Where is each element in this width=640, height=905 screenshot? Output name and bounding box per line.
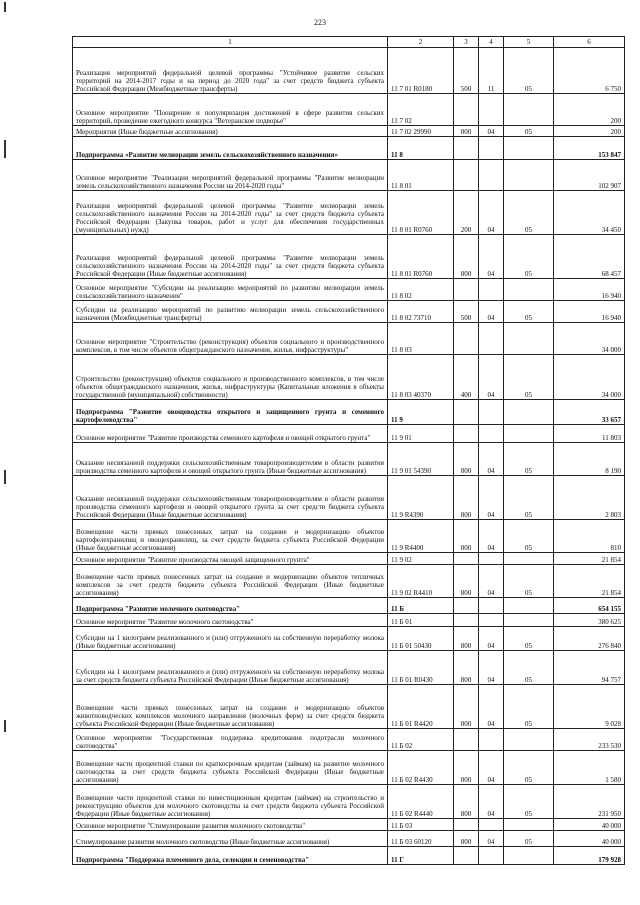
row-name: Основное мероприятие "Развитие производства семенного картофеля и овощей открытого грунта" <box>73 425 388 443</box>
row-code: 11 7 02 29990 <box>388 126 454 137</box>
row-name: Подпрограмма "Развитие молочного скотоводства" <box>73 598 388 614</box>
row-name: Основное мероприятие "Субсидии на реализацию мероприятий по развитию мелиорации земель сельскохозяйственного назначения" <box>73 279 388 301</box>
row-section: 04 <box>479 301 504 323</box>
row-amount: 40 000 <box>554 831 625 847</box>
row-amount: 21 854 <box>554 553 625 565</box>
row-rz-code: 800 <box>454 126 479 137</box>
row-name: Возмещение части прямых понесенных затрат на создание и модернизацию объектов картофелехранилищ и овощехранилищ, за счет средств бюджета субъекта Российской Федерации (Иные бюджетные ассигнования) <box>73 520 388 553</box>
binder-mark <box>4 0 6 905</box>
row-name: Возмещение части прямых понесенных затрат на создание и модернизацию объектов животноводческих комплексов молочного направления (молочных ферм) за счет средств бюджета субъекта Российской Федерации (Иные бюджетные ассигнования) <box>73 685 388 729</box>
row-amount: 21 854 <box>554 565 625 598</box>
row-subsection: 05 <box>504 355 554 400</box>
row-amount: 380 625 <box>554 614 625 627</box>
row-rz-code <box>454 598 479 614</box>
table-row <box>73 126 625 137</box>
row-name: Стимулирование развития молочного скотоводства (Иные бюджетные ассигнования) <box>73 831 388 847</box>
row-section <box>479 553 504 565</box>
row-subsection <box>504 729 554 751</box>
row-section <box>479 425 504 443</box>
row-section <box>479 847 504 865</box>
row-section <box>479 137 504 160</box>
row-section: 04 <box>479 191 504 235</box>
row-subsection: 05 <box>504 126 554 137</box>
row-rz-code: 500 <box>454 301 479 323</box>
table-row <box>73 520 625 553</box>
page-number: 223 <box>314 18 326 27</box>
row-section: 04 <box>479 235 504 279</box>
row-code: 11 9 02 R4410 <box>388 565 454 598</box>
row-amount: 810 <box>554 520 625 553</box>
row-subsection <box>504 553 554 565</box>
row-amount: 6 750 <box>554 48 625 94</box>
row-section <box>479 614 504 627</box>
row-subsection <box>504 819 554 831</box>
row-name: Основное мероприятие "Стимулирование развития молочного скотоводства" <box>73 819 388 831</box>
row-subsection <box>504 847 554 865</box>
row-amount: 200 <box>554 94 625 126</box>
row-subsection: 05 <box>504 831 554 847</box>
row-rz-code <box>454 400 479 425</box>
table-row <box>73 279 625 301</box>
row-subsection: 05 <box>504 627 554 651</box>
row-subsection: 05 <box>504 651 554 685</box>
row-rz-code: 800 <box>454 831 479 847</box>
row-amount: 94 757 <box>554 651 625 685</box>
table-row <box>73 553 625 565</box>
table-row <box>73 94 625 126</box>
row-code: 11 Б 02 <box>388 729 454 751</box>
table-row <box>73 729 625 751</box>
header-col-1: 1 <box>73 37 388 48</box>
row-code: 11 Б 01 R4420 <box>388 685 454 729</box>
row-subsection <box>504 425 554 443</box>
row-section: 04 <box>479 751 504 785</box>
row-code: 11 Б 01 50430 <box>388 627 454 651</box>
row-amount: 153 847 <box>554 137 625 160</box>
row-rz-code: 800 <box>454 651 479 685</box>
row-subsection <box>504 598 554 614</box>
row-rz-code: 800 <box>454 685 479 729</box>
row-amount: 40 000 <box>554 819 625 831</box>
table-row <box>73 443 625 476</box>
row-amount: 1 580 <box>554 751 625 785</box>
row-code: 11 Б 03 <box>388 819 454 831</box>
row-amount: 16 940 <box>554 301 625 323</box>
row-rz-code <box>454 847 479 865</box>
table-body <box>73 48 625 865</box>
row-section <box>479 598 504 614</box>
row-code: 11 9 <box>388 400 454 425</box>
row-amount: 654 155 <box>554 598 625 614</box>
row-rz-code <box>454 323 479 355</box>
row-section: 04 <box>479 785 504 819</box>
row-code: 11 Б <box>388 598 454 614</box>
row-name: Субсидии на 1 килограмм реализованного и (или) отгруженного на собственную переработку молока за счет средств бюджета субъекта Российской Федерации (Иные бюджетные ассигнования) <box>73 651 388 685</box>
row-amount: 179 928 <box>554 847 625 865</box>
row-code: 11 8 03 <box>388 323 454 355</box>
row-rz-code: 800 <box>454 235 479 279</box>
row-subsection: 05 <box>504 301 554 323</box>
row-section: 11 <box>479 48 504 94</box>
row-rz-code <box>454 425 479 443</box>
row-name: Основное мероприятие "Государственная поддержка кредитования подотрасли молочного скотоводства" <box>73 729 388 751</box>
row-code: 11 Г <box>388 847 454 865</box>
row-section: 04 <box>479 126 504 137</box>
row-name: Оказание несвязанной поддержки сельскохозяйственным товаропроизводителям в области развития производства семенного картофеля и овощей открытого грунта за счет средств бюджета субъекта Российской Федерации (Иные бюджетные ассигнования) <box>73 476 388 520</box>
row-rz-code <box>454 553 479 565</box>
row-rz-code <box>454 614 479 627</box>
row-subsection <box>504 137 554 160</box>
row-subsection <box>504 279 554 301</box>
row-amount: 34 000 <box>554 355 625 400</box>
row-subsection: 05 <box>504 785 554 819</box>
row-code: 11 9 01 54390 <box>388 443 454 476</box>
row-rz-code <box>454 94 479 126</box>
row-amount: 233 530 <box>554 729 625 751</box>
row-amount: 8 190 <box>554 443 625 476</box>
row-name: Основное мероприятие "Развитие производства овощей защищенного грунта" <box>73 553 388 565</box>
row-section <box>479 729 504 751</box>
table-row <box>73 614 625 627</box>
header-col-2: 2 <box>388 37 454 48</box>
row-code: 11 9 01 <box>388 425 454 443</box>
row-name: Субсидии на 1 килограмм реализованного и (или) отгруженного на собственную переработку молока (Иные бюджетные ассигнования) <box>73 627 388 651</box>
table-header-row <box>73 37 625 48</box>
row-code: 11 Б 02 R4440 <box>388 785 454 819</box>
table-row <box>73 48 625 94</box>
row-rz-code: 800 <box>454 520 479 553</box>
table-row <box>73 235 625 279</box>
table-row <box>73 831 625 847</box>
table-row <box>73 785 625 819</box>
row-name: Реализация мероприятий федеральной целевой программы "Устойчивое развитие сельских территорий на 2014-2017 годы и на период до 2020 года" за счет средств бюджета субъекта Российской Федерации (Межбюджетные трансферты) <box>73 48 388 94</box>
row-subsection: 05 <box>504 520 554 553</box>
row-rz-code: 800 <box>454 627 479 651</box>
row-subsection: 05 <box>504 751 554 785</box>
row-code: 11 Б 01 <box>388 614 454 627</box>
table-row <box>73 651 625 685</box>
table-row <box>73 627 625 651</box>
table-row <box>73 819 625 831</box>
row-section: 04 <box>479 565 504 598</box>
row-rz-code <box>454 160 479 191</box>
row-amount: 16 940 <box>554 279 625 301</box>
row-amount: 9 028 <box>554 685 625 729</box>
row-name: Подпрограмма "Поддержка племенного дела, селекции и семеноводства" <box>73 847 388 865</box>
row-rz-code: 800 <box>454 443 479 476</box>
table-row <box>73 565 625 598</box>
row-section: 04 <box>479 520 504 553</box>
header-col-3: 3 <box>454 37 479 48</box>
row-rz-code: 200 <box>454 191 479 235</box>
row-rz-code: 800 <box>454 751 479 785</box>
row-rz-code: 800 <box>454 476 479 520</box>
row-name: Возмещение части процентной ставки по инвестиционным кредитам (займам) на строительство и реконструкцию объектов для молочного скотоводства за счет средств бюджета субъекта Российской Федерации (Иные бюджетные ассигнования) <box>73 785 388 819</box>
row-section: 04 <box>479 443 504 476</box>
row-subsection: 05 <box>504 48 554 94</box>
row-rz-code <box>454 729 479 751</box>
row-amount: 200 <box>554 126 625 137</box>
table-row <box>73 355 625 400</box>
row-subsection: 05 <box>504 565 554 598</box>
row-rz-code: 800 <box>454 785 479 819</box>
table-row <box>73 301 625 323</box>
row-amount: 2 803 <box>554 476 625 520</box>
row-code: 11 7 01 R0180 <box>388 48 454 94</box>
row-subsection <box>504 323 554 355</box>
row-code: 11 7 02 <box>388 94 454 126</box>
row-amount: 33 657 <box>554 400 625 425</box>
table-row <box>73 191 625 235</box>
row-amount: 68 457 <box>554 235 625 279</box>
row-name: Возмещение части прямых понесенных затрат на создание и модернизацию объектов тепличных комплексов за счет средств бюджета субъекта Российской Федерации (Иные бюджетные ассигнования) <box>73 565 388 598</box>
row-section <box>479 94 504 126</box>
row-name: Основное мероприятие "Реализация мероприятий федеральной программы "Развитие мелиорации земель сельскохозяйственного назначения России на 2014-2020 годы" <box>73 160 388 191</box>
row-amount: 231 950 <box>554 785 625 819</box>
row-subsection <box>504 160 554 191</box>
table-row <box>73 847 625 865</box>
row-subsection: 05 <box>504 443 554 476</box>
row-subsection <box>504 400 554 425</box>
row-subsection <box>504 614 554 627</box>
row-section: 04 <box>479 685 504 729</box>
header-col-4: 4 <box>479 37 504 48</box>
row-name: Оказание несвязанной поддержки сельскохозяйственным товаропроизводителям в области развития производства семенного картофеля и овощей открытого грунта (Иные бюджетные ассигнования) <box>73 443 388 476</box>
row-code: 11 8 <box>388 137 454 160</box>
table-row <box>73 598 625 614</box>
table-row <box>73 685 625 729</box>
row-name: Строительство (реконструкция) объектов социального и производственного комплексов, в том числе объектов общегражданского назначения, жилья, инфраструктуры (Капитальные вложения в объекты государственной (муниципальной) собственности) <box>73 355 388 400</box>
table-row <box>73 751 625 785</box>
row-subsection: 05 <box>504 476 554 520</box>
table-row <box>73 160 625 191</box>
row-code: 11 8 01 R0760 <box>388 191 454 235</box>
row-code: 11 9 02 <box>388 553 454 565</box>
row-section <box>479 160 504 191</box>
header-col-5: 5 <box>504 37 554 48</box>
table-row <box>73 476 625 520</box>
row-code: 11 8 03 40370 <box>388 355 454 400</box>
row-section <box>479 323 504 355</box>
table-row <box>73 425 625 443</box>
row-name: Реализация мероприятий федеральной целевой программы "Развитие мелиорации земель сельскохозяйственного назначения России на 2014-2020 годы" за счет средств бюджета субъекта Российской Федерации (Иные бюджетные ассигнования) <box>73 235 388 279</box>
table-row <box>73 323 625 355</box>
row-code: 11 8 01 <box>388 160 454 191</box>
row-code: 11 Б 03 60120 <box>388 831 454 847</box>
row-section <box>479 819 504 831</box>
row-subsection: 05 <box>504 191 554 235</box>
row-name: Подпрограмма "Развитие овощеводства открытого и защищенного грунта и семенного картофелеводства" <box>73 400 388 425</box>
row-code: 11 8 02 <box>388 279 454 301</box>
row-code: 11 9 R4400 <box>388 520 454 553</box>
budget-table <box>72 36 625 865</box>
table-row <box>73 400 625 425</box>
row-amount: 34 000 <box>554 323 625 355</box>
row-section <box>479 279 504 301</box>
row-rz-code: 400 <box>454 355 479 400</box>
row-rz-code: 800 <box>454 565 479 598</box>
row-rz-code <box>454 819 479 831</box>
row-name: Основное мероприятие "Строительство (реконструкция) объектов социального и производственного комплексов, в том числе объектов общегражданского назначения, жилья, инфраструктуры" <box>73 323 388 355</box>
row-name: Основное мероприятие "Развитие молочного скотоводства" <box>73 614 388 627</box>
row-code: 11 8 02 73710 <box>388 301 454 323</box>
row-section: 04 <box>479 476 504 520</box>
row-section: 04 <box>479 831 504 847</box>
row-section: 04 <box>479 355 504 400</box>
row-code: 11 Б 01 R0430 <box>388 651 454 685</box>
row-code: 11 9 R4390 <box>388 476 454 520</box>
row-section <box>479 400 504 425</box>
row-rz-code <box>454 137 479 160</box>
row-name: Реализация мероприятий федеральной целевой программы "Развитие мелиорации земель сельскохозяйственного назначения России на 2014-2020 годы" за счет средств бюджета субъекта Российской Федерации (Закупка товаров, работ и услуг для обеспечения государственных (муниципальных) нужд) <box>73 191 388 235</box>
row-rz-code <box>454 279 479 301</box>
table-row <box>73 137 625 160</box>
row-amount: 276 840 <box>554 627 625 651</box>
row-section: 04 <box>479 627 504 651</box>
row-name: Мероприятия (Иные бюджетные ассигнования) <box>73 126 388 137</box>
row-name: Основное мероприятие "Поощрение и популяризация достижений в сфере развития сельских территорий, проведение ежегодного конкурса "Ветеранское подворье" <box>73 94 388 126</box>
row-subsection <box>504 94 554 126</box>
row-name: Субсидии на реализацию мероприятий по развитию мелиорации земель сельскохозяйственного назначения (Межбюджетные трансферты) <box>73 301 388 323</box>
row-amount: 34 450 <box>554 191 625 235</box>
row-amount: 102 907 <box>554 160 625 191</box>
row-code: 11 8 01 R0760 <box>388 235 454 279</box>
row-subsection: 05 <box>504 685 554 729</box>
row-section: 04 <box>479 651 504 685</box>
row-amount: 11 803 <box>554 425 625 443</box>
row-code: 11 Б 02 R4430 <box>388 751 454 785</box>
header-col-6: 6 <box>554 37 625 48</box>
row-name: Подпрограмма «Развитие мелиорации земель сельскохозяйственного назначения» <box>73 137 388 160</box>
row-subsection: 05 <box>504 235 554 279</box>
row-rz-code: 500 <box>454 48 479 94</box>
row-name: Возмещение части процентной ставки по краткосрочным кредитам (займам) на развитие молочного скотоводства за счет средств бюджета субъекта Российской Федерации (Иные бюджетные ассигнования) <box>73 751 388 785</box>
